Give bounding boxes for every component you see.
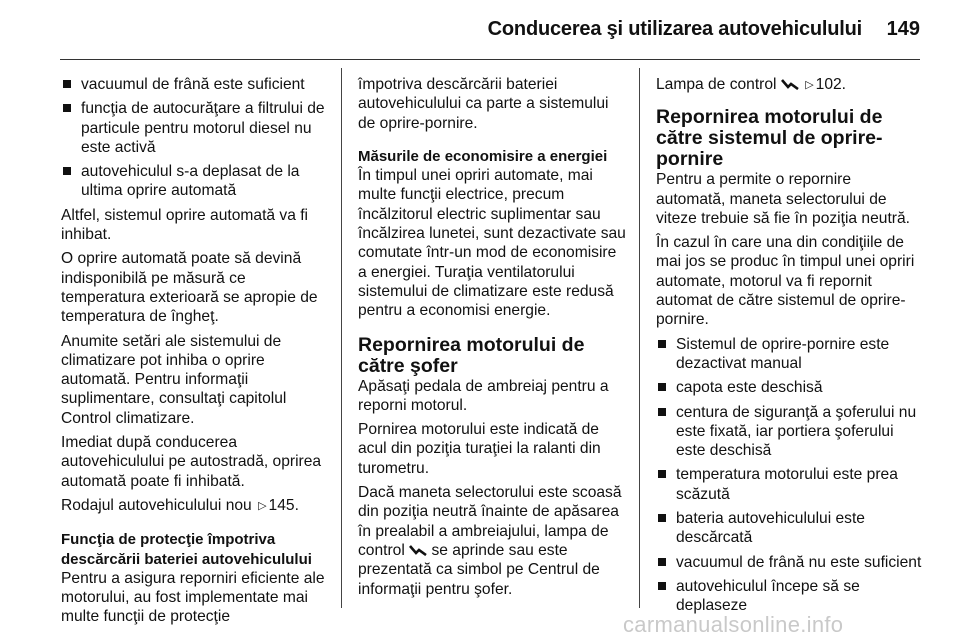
page-title: Conducerea şi utilizarea autovehiculului bbox=[487, 18, 862, 40]
section-heading: Repornirea motorului de către şofer bbox=[358, 333, 585, 377]
paragraph: Pentru a asigura reporniri eficiente ale motorului, au fost implementate mai multe funcţii de protecţie bbox=[61, 569, 325, 626]
section-heading: Repornirea motorului de către sistemul de oprire-pornire bbox=[656, 106, 883, 171]
paragraph: Anumite setări ale sistemului de climatizare pot inhiba o oprire automată. Pentru informaţii suplimentare, consultaţi capitolul Control climatizare. bbox=[61, 332, 287, 427]
list-item: autovehiculul s-a deplasat de la ultima oprire automată bbox=[61, 162, 331, 201]
page-reference-arrow-icon: ▷ bbox=[805, 79, 814, 91]
list-item: temperatura motorului este prea scăzută bbox=[656, 465, 924, 504]
list-item: capota este deschisă bbox=[656, 378, 924, 397]
bullet-icon bbox=[658, 514, 666, 522]
paragraph: Apăsaţi pedala de ambreiaj pentru a reporni motorul. bbox=[358, 377, 609, 414]
paragraph: O oprire automată poate să devină indisponibilă pe măsură ce temperatura exterioară se apropie de temperatura de îngheţ. bbox=[61, 250, 318, 326]
paragraph: În cazul în care una din condiţiile de mai jos se produc în timpul unei opriri automate, motorul va fi repornit automat de către sistemul de oprire-pornire. bbox=[656, 234, 915, 329]
page-reference-link[interactable]: 145. bbox=[268, 496, 299, 514]
column-divider bbox=[341, 68, 342, 608]
bullet-icon bbox=[63, 80, 71, 88]
list-item: Sistemul de oprire-pornire este dezactivat manual bbox=[656, 335, 924, 374]
paragraph: Rodajul autovehiculului nou ▷ 145. bbox=[61, 496, 331, 516]
paragraph: Lampa de control ▷ 102. bbox=[656, 75, 924, 95]
column-divider bbox=[639, 68, 640, 608]
page-reference-link[interactable]: 102. bbox=[815, 76, 847, 93]
stop-start-lamp-icon bbox=[409, 544, 427, 556]
list-item: vacuumul de frână este suficient bbox=[61, 75, 331, 94]
stop-start-lamp-icon bbox=[781, 78, 799, 90]
list-item: autovehiculul începe să se deplaseze bbox=[656, 577, 924, 616]
bullet-icon bbox=[658, 383, 666, 391]
list-item: funcţia de autocurăţare a filtrului de particule pentru motorul diesel nu este activă bbox=[61, 99, 331, 157]
subheading: Funcţia de protecţie împotriva descărcării bateriei autovehiculului bbox=[61, 531, 312, 568]
paragraph: În timpul unei opriri automate, mai multe funcţii electrice, precum încălzitorul electric suplimentar sau încălzirea lunetei, sunt dezactivate sau comutate într-un mod de economisire a energiei. Turaţia ventilatorului sistemului de climatizare este redusă pentru a economisi energie. bbox=[358, 167, 626, 320]
page-number: 149 bbox=[886, 18, 920, 40]
list-item: centura de siguranţă a şoferului nu este fixată, iar portiera şoferului este deschisă bbox=[656, 403, 924, 461]
paragraph: Pentru a permite o repornire automată, maneta selectorului de viteze trebuie să fie în poziţia neutră. bbox=[656, 171, 910, 227]
bullet-icon bbox=[63, 104, 71, 112]
list-item: bateria autovehiculului este descărcată bbox=[656, 509, 924, 548]
bullet-icon bbox=[658, 558, 666, 566]
paragraph: împotriva descărcării bateriei autovehiculului ca parte a sistemului de oprire-pornire. bbox=[358, 76, 609, 132]
bullet-icon bbox=[658, 340, 666, 348]
bullet-icon bbox=[658, 582, 666, 590]
paragraph: Pornirea motorului este indicată de acul din poziţia turaţiei la ralanti din turometru. bbox=[358, 421, 601, 477]
page-reference-arrow-icon: ▷ bbox=[258, 499, 267, 512]
paragraph: Dacă maneta selectorului este scoasă din poziţia neutră înainte de apăsarea în prealabil a ambreiajului, lampa de control se aprinde sau este prezentată ca simbol pe Centrul de informaţii pentru şofer. bbox=[358, 484, 622, 598]
bullet-icon bbox=[658, 470, 666, 478]
watermark: carmanualsonline.info bbox=[623, 612, 844, 637]
bullet-icon bbox=[658, 408, 666, 416]
header-rule bbox=[60, 59, 920, 60]
subheading: Măsurile de economisire a energiei bbox=[358, 147, 608, 165]
bullet-icon bbox=[63, 167, 71, 175]
column-1 bbox=[61, 75, 331, 632]
column-3 bbox=[656, 75, 924, 621]
paragraph: Imediat după conducerea autovehiculului pe autostradă, oprirea automată poate fi inhibată. bbox=[61, 434, 322, 490]
page-header bbox=[0, 0, 960, 58]
list-item: vacuumul de frână nu este suficient bbox=[656, 553, 924, 572]
column-2 bbox=[358, 75, 626, 604]
paragraph: Altfel, sistemul oprire automată va fi inhibat. bbox=[61, 206, 309, 244]
